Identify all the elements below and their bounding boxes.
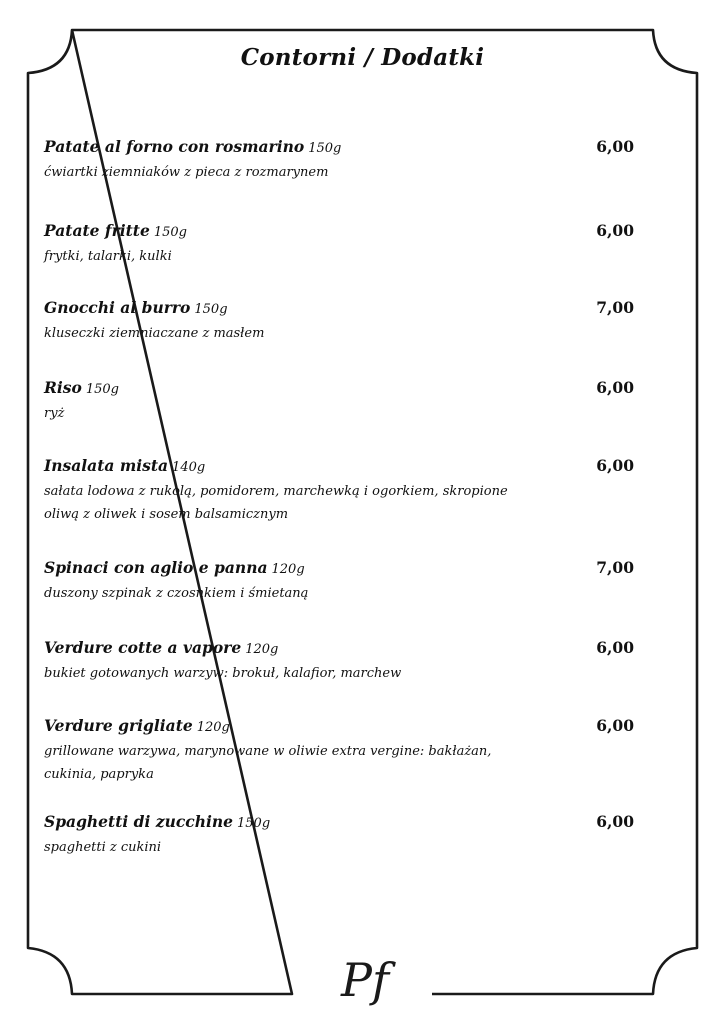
menu-item <box>44 638 644 685</box>
item-price: 6,00 <box>596 137 634 156</box>
item-price: 7,00 <box>596 558 634 577</box>
item-name: Spaghetti di zucchine <box>44 812 234 831</box>
item-price: 6,00 <box>596 378 634 397</box>
page-title: Contorni / Dodatki <box>240 44 485 71</box>
item-description: ćwiartki ziemniaków z pieca z rozmarynem <box>44 165 329 180</box>
item-description: sałata lodowa z rukolą, pomidorem, marchewką i ogorkiem, skropione oliwą z oliwek i sosem balsamicznym <box>44 484 508 522</box>
item-weight: 120g <box>245 642 279 657</box>
item-price: 7,00 <box>596 298 634 317</box>
item-weight: 120g <box>196 720 230 735</box>
menu-item <box>44 378 644 425</box>
item-name: Verdure grigliate <box>44 716 193 735</box>
item-name: Patate fritte <box>44 221 150 240</box>
item-name: Insalata mista <box>44 456 169 475</box>
item-description: ryż <box>44 406 65 421</box>
item-name: Verdure cotte a vapore <box>44 638 242 657</box>
item-weight: 150g <box>85 382 119 397</box>
item-weight: 150g <box>237 816 271 831</box>
item-description: duszony szpinak z czosnkiem i śmietaną <box>44 586 309 601</box>
item-name: Patate al forno con rosmarino <box>44 137 305 156</box>
item-name: Gnocchi al burro <box>44 298 191 317</box>
logo-text: Pf <box>341 953 389 1007</box>
item-weight: 140g <box>172 460 206 475</box>
menu-item <box>44 812 644 859</box>
item-name: Riso <box>44 378 82 397</box>
item-description: grillowane warzywa, marynowane w oliwie extra vergine: bakłażan, cukinia, papryka <box>44 744 492 782</box>
restaurant-logo <box>320 950 410 1010</box>
item-price: 6,00 <box>596 456 634 475</box>
item-description: kluseczki ziemniaczane z masłem <box>44 326 265 341</box>
menu-item <box>44 558 644 605</box>
item-price: 6,00 <box>596 638 634 657</box>
menu-item <box>44 716 644 786</box>
item-weight: 150g <box>153 225 187 240</box>
item-weight: 150g <box>308 141 342 156</box>
menu-item <box>44 456 644 526</box>
item-description: bukiet gotowanych warzyw: brokuł, kalafior, marchew <box>44 666 402 681</box>
item-weight: 120g <box>271 562 305 577</box>
item-price: 6,00 <box>596 716 634 735</box>
item-description: spaghetti z cukini <box>44 840 162 855</box>
item-description: frytki, talarki, kulki <box>44 249 172 264</box>
menu-item <box>44 221 644 268</box>
item-price: 6,00 <box>596 812 634 831</box>
item-name: Spinaci con aglio e panna <box>44 558 268 577</box>
item-weight: 150g <box>194 302 228 317</box>
menu-item <box>44 137 644 184</box>
menu-item <box>44 298 644 345</box>
item-price: 6,00 <box>596 221 634 240</box>
